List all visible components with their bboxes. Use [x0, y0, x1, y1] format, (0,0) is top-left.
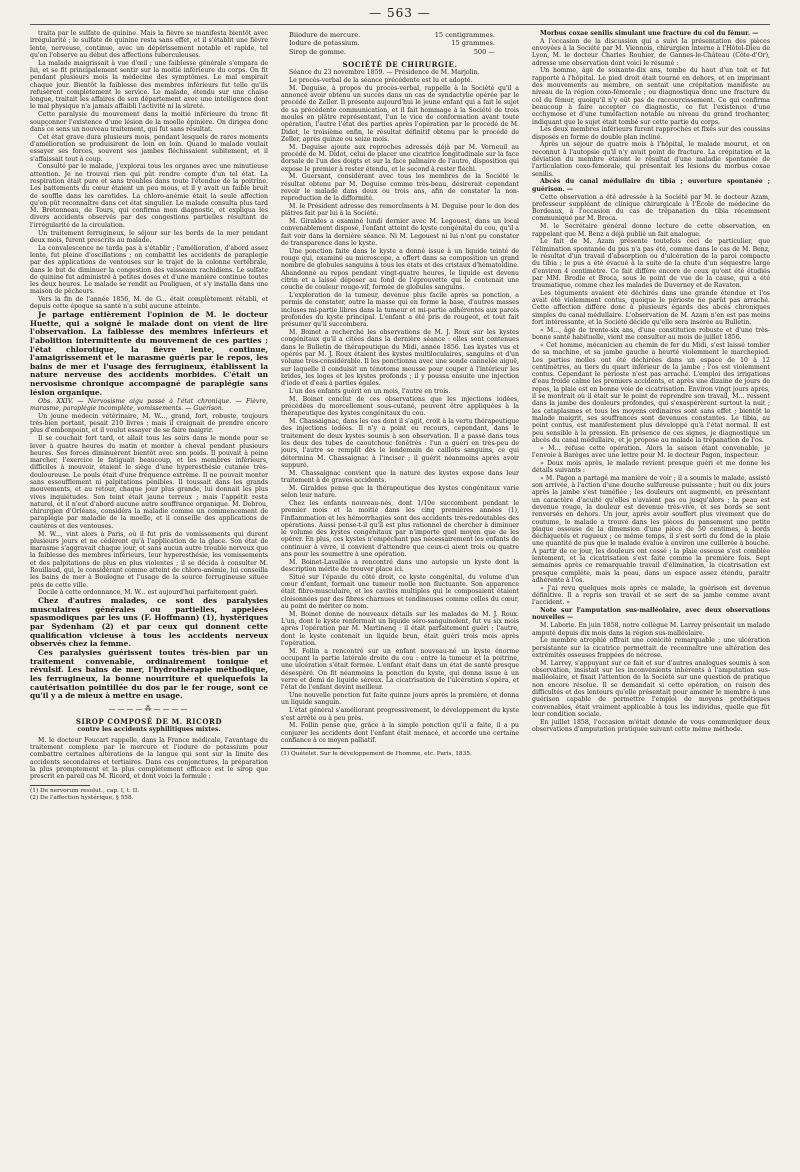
paragraph: » M. Pagon a partagé ma manière de voir ; il a soumis le malade, assisté son arrivée, à l'action d'une douche sulfureuse puissante ; huit ou dix jours après la jambe s'est tuméfiée ; les douleurs ont augmenté, en présentant un caractère d'acuité qu'elles n'avaient pas eu jusqu'alors ; la peau est devenue rouge, la douleur est devenue très-vive, et ses bords se sont renversés en dehors. Un jour, après avoir souffert plus vivement que de coutume, le malade a trouvé dans les pièces du pansement une petite plaque osseuse de la dimension d'une pièce de 50 centimes, à bords déchiquetés et rugueux ; ce même temps, il s'est sorti du fond de la plaie une quantité de pus que le malade évalue à environ une cuillerée à bouche. A partir de ce jour, les douleurs ont cessé ; la plaie osseuse s'est comblée lentement, et la cicatrisation s'est faite comme la première fois. Sept semaines après ce remarquable travail d'élimination, la cicatrisation est presque complète, mais la peau, dans un espace assez étendu, paraitr adhérente à l'os. — [532, 474, 770, 584]
paragraph: Vers la fin de l'année 1856, M. de G... était complètement rétabli, et depuis cette époque sa santé n'a subi aucune atteinte. — [30, 296, 268, 311]
paragraph: A l'occasion de la discussion qui a suivi la présentation des pièces envoyées à la Société par M. Viennois, chirurgien interne à l'Hôtel-Dieu de Lyon, M. le docteur Charles Rouhier, de Gannes-le-Château (Côte-d'Or), adresse une observation dont voici le résumé : — [532, 37, 770, 67]
paragraph: M. le docteur Foucart rappelle, dans la France médicale, l'avantage du traitement complexe par le mercure et l'iodure de potassium pour combattre certaines altérations de la langue qui sont sur la limite des accidents secondaires et tertiaires. Dans ces conjonctures, la préparation la plus promptement et la plus complètement efficace est le sirop que prescrit en pareil cas M. Ricord, et dont voici la formule : — [30, 736, 268, 781]
lead-paragraph: Ces paralysies guérissent toutes très-bien par un traitement convenable, ordinairement tonique et révulsif. Les bains de mer, l'hydrothérapie méthodique, les ferrugineux, la bonne nourriture et quelquefois la cautérisation pointillée du dos par le fer rouge, sont ce qu'il y a de mieux à mettre en usage. — [30, 648, 268, 701]
paragraph: M. Boinet conclut de ces observations que les injections iodées, précédées du morcellement sous-cutané, peuvent être appliquées à la thérapeutique des kystes congénitaux du cou. — [281, 395, 519, 418]
header-rule — [30, 24, 770, 25]
column-1 — [30, 30, 268, 1166]
paragraph: Un traitement ferrugineux, le séjour sur les bords de la mer pendant deux mois, furent prescrits au malade. — [30, 229, 268, 244]
paragraph: Consulté par le malade, j'explorai tous les organes avec une minutieuse attention. Je ne trouvai rien qui pût rendre compte d'un tel état. La respiration était pure et sans troubles dans toute l'étendue de la poitrine. Les battements du cœur étaient un peu mous, et il y avait un faible bruit de souffle dans les carotides. La chloro-anémie était la seule affection qu'on pût reconnaître dans cet état singulier. Le malade consulta plus tard M. Bretonneau, de Tours, qui confirma mon diagnostic, et expliqua les divers accidents observés par des congestions partielles résultant de l'irrégularité de la circulation. — [30, 163, 268, 229]
paragraph: Cet état grave dura plusieurs mois, pendant lesquels de rares moments d'amélioration se produisirent de loin en loin. Quand le malade voulait essayer ses forces, souvent ses jambes fléchissaient subitement, et il s'affaissait tout à coup. — [30, 133, 268, 163]
paragraph: M. W..., vint alors à Paris, où il fut pris de vomissements qui durent plusieurs jours et ne cédèrent qu'à l'application de la glace. Son état de marasme s'aggravait chaque jour, et sans aucun autre trouble nerveux que la faiblesse des membres inférieurs, leur hyperesthésie, les vomissements et des palpitations de plus en plus violentes ; il se décida à consulter M. Rouillaud, qui, le considérant comme atteint de chloro-anémie, lui conseilla les bains de mer à Boulogne et l'usage de la source ferrugineuse située près de cette ville. — [30, 530, 268, 589]
observation-title: Obs. XXIV. — Nervosisme aigu passé à l'état chronique. — Fièvre, marasme, paraplégie incomplète, vomissements. — Guérison. — [30, 397, 268, 413]
column-2 — [281, 30, 519, 1166]
section-heading: SIROP COMPOSÉ DE M. RICORD — [75, 717, 223, 727]
paragraph: Le membre atrophié offrait une conicité remarquable ; une ulcération persistante sur la cicatrice permettait de reconnaître une altération des extrémités osseuses frappées de nécrose. — [532, 637, 770, 659]
paragraph: » J'ai revu quelques mois après ce malade, la guérison est devenue définitive. Il a repris son travail et se sert de sa jambe comme avant l'accident. » — [532, 584, 770, 607]
paragraph: M. Deguise ajoute aux reproches adressés déjà par M. Verneuil au procédé de M. Didot, celui de placer une cicatrice longitudinale sur la face dorsale de l'un des doigts et sur la face palmaire de l'autre, disposition qui expose le premier à rester étendu, et le second à rester fléchi. — [281, 143, 519, 173]
paragraph: Les téguments avaient été déchirés dans une grande étendue et l'os avait été violemment contus, quoique le périoste ne parût pas arraché. Cette affection diffère donc à plusieurs égards des abcès chroniques simples du canal médullaire. L'observation de M. Azam n'en est pas moins fort intéressante, et la Société décide qu'elle sera insérée au Bulletin. — [532, 289, 770, 327]
paragraph: M. Boinet a recherché les observations de M. J. Roux sur les kystes congénitaux qu'il a citées dans la dernière séance : elles sont contenues dans le Bulletin de thérapeutique du Midi, année 1856. Les kystes vus et opérés par M. J. Roux étaient des kystes multiloculaires, sanguins et d'un volume très-considérable. Il les ponctionna avec une sonde cannelée aiguë, sur laquelle il conduisit un ténotome mousse pour couper à l'intérieur les brides, les loges et les kystes profonds ; il y poussa ensuite une injection d'iode et d'eau à parties égales. — [281, 329, 519, 388]
footnote-rule — [30, 785, 90, 786]
paragraph: M. le Secrétaire général donne lecture de cette observation, en rappelant que M. Benz a déjà publié un fait analogue. — [532, 223, 770, 238]
lead-paragraph: Je partage entièrement l'opinion de M. le docteur Huette, qui a soigné le malade dont on vient de lire l'observation. La faiblesse des membres inférieurs et l'abolition intermittente du mouvement de ces parties ; l'état chlorotique, la fièvre lente, continue, l'amaigrissement et le marasme guéris par le repos, les bains de mer et l'usage des ferrugineux, établissent la nature nerveuse des accidents morbides. C'était un nervosisme chronique accompagné de paraplégie sans lésion organique. — [30, 310, 268, 397]
paragraph: « Cet homme, mécanicien au chemin de fer du Midi, s'est laissé tomber de sa machine, et sa jambe gauche a heurté violemment le marchepied. Les parties molles ont été déchirées dans un espace de 10 à 12 centimètres, au tiers du quart inférieur de la jambe ; l'os est violemment contus. Cependant le périoste n'est pas arraché. L'emploi des irrigations d'eau froide calme les premiers accidents, et après une dizaine de jours de repos, la plaie est en bonne voie de cicatrisation. Environ vingt jours après, il se montrait où il était sur le point de reprendre son travail, M... ressent dans la jambe des douleurs profondes, qui s'exaspérèrent surtout la nuit ; les cataplasmes et tous les moyens ordinaires sont sans effet ; bientôt le malade maigrit, ses souffrances sont devenues constantes. Le tibia, au point contus, est manifestement plus développé qu'à l'état normal. Il est peu sensible à la pression. En présence de ces signes, je diagnostique un abcès du canal médullaire, et je propose au malade la trépanation de l'os. — [532, 341, 770, 444]
lead-paragraph: Chez d'autres malades, ce sont des paralysies musculaires générales ou partielles, appelées spasmodiques par les uns (F. Hoffmann) (1), hystériques par Sydenham (2) et par ceux qui donnent cette qualification vicieuse à tous les accidents nerveux observés chez la femme. — [30, 596, 268, 649]
footnote: (1) Quételet. Sur le développement de l'homme, etc. Paris, 1835. — [281, 751, 472, 758]
footnote: (2) De l'affection hystérique, § 558. — [30, 795, 134, 802]
paragraph: M. Giraldes a examiné lundi dernier avec M. Legouest, dans un local convenablement disposé, l'enfant atteint de kyste congénital du cou, qu'il a fait voir dans la dernière séance. Ni M. Legouest ni lui n'ont pu constater de transparence dans le kyste. — [281, 218, 519, 248]
paragraph: La malade maigrissait à vue d'œil ; une faiblesse générale s'empara de lui, et se fit principalement sentir sur la moitié inférieure du corps. On fit pendant plusieurs mois la médecine des symptômes. Le mal empirait chaque jour. Bientôt la faiblesse des membres inférieurs fut telle qu'ils refusèrent complètement le service. Le malade, étendu sur une chaise longue, traitait les affaires de son département avec une intelligence dont le mal physique n'a jamais affaibli l'activité ni la sûreté. — [30, 59, 268, 111]
paragraph: Cette observation a été adressée à la Société par M. le docteur Azam, professeur suppléant de clinique chirurgicale à l'École de médecine de Bordeaux, à l'occasion du cas de trépanation du tibia récemment communiqué par M. Broca. — [532, 193, 770, 223]
subsection-heading: Note sur l'amputation sus-malléolaire, avec deux observations nouvelles — — [532, 607, 770, 622]
footnote: (1) De nervorum resolut., cap. I, t. II. — [30, 787, 140, 794]
paragraph: M. Chassaignac, dans les cas dont il s'agit, croit à la vertu thérapeutique des injections iodées. Il n'y a point eu recours, cependant, dans le traitement de deux kystes soumis à son observation. Il a passé dans tous les deux des tubes de caoutchouc fenêtrés : l'un a guéri en très-peu de jours, l'autre se remplit dès le lendemain de caillots sanguins, ce qui détermina M. Chassaignac à l'inciser ; il guérit néanmoins après avoir suppuré. — [281, 418, 519, 469]
footnote-rule — [281, 748, 341, 749]
paragraph: En juillet 1858, l'occasion m'était donnée de vous communiquer deux observations d'amputation pratiquée suivant cette même méthode. — [532, 718, 770, 733]
section-ornament: ————⁂———— — [108, 704, 190, 713]
recipe-row: Sirop de gomme. 500 — — [289, 47, 495, 56]
paragraph: Cette paralysie du mouvement dans la moitié inférieure du tronc fit soupçonner l'existence d'une lésion de la moelle épinière. On dirigea donc dans ce sens un nouveau traitement, qui fut sans résultat. — [30, 111, 268, 133]
paragraph: M. Follin pense que, grâce à la simple ponction qu'il a faite, il a pu conjurer les accidents dont l'enfant était menacé, et accorde une certaine confiance à ce moyen palliatif. — [281, 722, 519, 744]
section-heading: SOCIÉTÉ DE CHIRURGIE. — [342, 59, 458, 69]
section-subheading: contre les accidents syphilitiques mixtes. — [77, 726, 221, 734]
paragraph: M. Follin a rencontré sur un enfant nouveau-né un kyste énorme occupant la partie latérale droite du cou : entre la tumeur et la poitrine, une ulcération s'était formée. L'enfant était dans un état de santé presque désespéré. On fit néanmoins la ponction du kyste, qui donna issue à un verre et demi de liquide séreux. La cicatrisation de l'ulcération s'opéra, et l'état de l'enfant devint meilleur. — [281, 647, 519, 692]
subsection-heading: Morbus coxae senilis simulant une fracture du col du fémur. — — [540, 30, 759, 37]
recipe-row: Iodure de potassium. 15 grammes. — [289, 39, 495, 48]
paragraph: Situé sur l'épaule du côté droit, ce kyste congénital, du volume d'un cœur d'enfant, formait une tumeur molle non fluctuante. Son apparence était fibro-musculaire, et les cavités multiples qui le composaient étaient cloisonnées par des fibres charnues et tendineuses comme celles du cœur, au point de mériter ce nom. — [281, 573, 519, 611]
paragraph: M. Boinet-Lavallée a rencontré dans une autopsie un kyste dont la description mérite de trouver place ici. — [281, 558, 519, 574]
paragraph: » M... refuse cette opération. Alors la saison étant convenable, je l'envoie à Barèges avec une lettre pour M. le docteur Pagon, inspecteur. — [532, 444, 770, 459]
paragraph: L'état général s'améliorant progressivement, le développement du kyste s'est arrêté ou à peu près. — [281, 707, 519, 722]
recipe-row: Biiodure de mercure. 15 centigrammes. — [289, 31, 495, 39]
paragraph: M. Laborie. En juin 1858, notre collègue M. Larrey présentait un malade amputé depuis dix mois dans la région sus-malléolaire. — [532, 622, 770, 637]
paragraph: Un homme, âgé de soixante-dix ans, tombe du haut d'un toit et fut rapporté à l'hôpital. Le pied droit était tourné en dehors, et en imprimant des mouvements au membre, on sentait une crépitation manifeste au niveau de la région coxo-fémorale ; ou diagnostiqua donc une fracture du col du fémur, quoiqu'il n'y eût pas de raccourcissement. Ce qui confirma beaucoup à faire accepter ce diagnostic, ce fut l'existence d'une ecchymose et d'une tuméfaction notable au niveau du grand trochanter, indiquant que le sujet était tombé sur cette partie du corps. — [532, 67, 770, 126]
paragraph: M. Guersant, considérant avec tous les membres de la Société le résultat obtenu par M. Deguise comme très-beau, désirerait cependant revoir le malade dans deux ou trois ans, afin de constater la non-reproduction de la difformité. — [281, 173, 519, 203]
paragraph: M. Larrey, s'appuyant sur ce fait et sur d'autres analogues soumis à son observation, insistait sur les inconvénients inhérents à l'amputation sus-malléolaire, et fixait l'attention de la Société sur une question de pratique non encore résolue. Il se demandait si cette opération, en raison des difficultés et des lenteurs qu'elle présentait pour amener le membre à une guérison capable de permettre l'emploi de moyens prothétiques convenables, était vraiment applicable à tous les individus, quelle que fût leur condition sociale. — [532, 659, 770, 718]
paragraph: Il se couchait fort tard, et allait tous les soirs dans le monde pour se lever à quatre heures du matin et monter à cheval pendant plusieurs heures. Ses forces diminuèrent bientôt avec son poids. Il pouvait à peine marcher, l'exercice le fatiguait beaucoup, et les membres inférieurs, difficiles à mouvoir, étaient le siège d'une hyperesthésie cutanée très-douloureuse. Le pouls était d'une fréquence extrême. Il ne pouvait monter sans essoufflement ni palpitations pénibles. Il toussait dans les grands mouvements, et au retour, chaque jour plus grande, lui donnait les plus vives inquiétudes. Son teint était jaune terreux ; mais l'appétit resta naturel, et il n'eut d'abord aucune autre souffrance organique. M. Debrou, chirurgien d'Orléans, considéra la maladie comme un commencement de paraplégie par maladie de la moelle, et il conseille des applications de cautères et des ventouses. — [30, 435, 268, 530]
subsection-heading: Abcès du canal médullaire du tibia ; ouverture spontanée ; guérison. — — [532, 178, 770, 193]
recipe-list — [289, 31, 519, 56]
paragraph: L'exploration de la tumeur, devenue plus facile après sa ponction, a permis de constater, outre la masse qui en forme la base, d'autres masses incluses mi-partie libres dans la tumeur et mi-partie adhérentes aux parois profondes du kyste principal. L'enfant a été pris de rougeot, et tout fait présumer qu'il succombera. — [281, 292, 519, 329]
paragraph: M. Deguise, à propos du procès-verbal, rappelle à la Société qu'il a annoncé avoir obtenu un succès dans un cas de syndactylie opérée par le procédé de Zeller. Il présente aujourd'hui le jeune enfant qui a fait le sujet de sa précédente communication, et il fait hommage à la Société de trois moules en plâtre représentant, l'un le vice de conformation avant toute opération, l'autre l'état des parties après l'opération par le procédé de M. Didot, le troisième enfin, le résultat définitif obtenu par le procédé de Zeller, après quinze ou seize mois. — [281, 84, 519, 143]
paragraph: Le fait de M. Azam présente toutefois ceci de particulier, que l'élimination spontanée du pus n'a pas été, comme dans le cas de M. Benz, le résultat d'un travail d'absorption ou d'ulcération de la paroi compacte du tibia ; le pus a été évacué à la suite de la chute d'un séquestre large d'environ 4 centimètre. Ce fait diffère encore de ceux qu'ont été étudiés par MM. Brodie et Broca, sous le point de vue de la cause, qui a été traumatique, comme chez les malades de Duverney et de Ravaton. — [532, 238, 770, 290]
page-number: — 563 — — [369, 6, 431, 20]
paragraph: M. Boinet donne de nouveaux détails sur les malades de M. J. Roux. L'un, dont le kyste renfermait un liquide séro-sanguinolent, fut vu six mois après l'opération par M. Martinenq : il était parfaitement guéri ; l'autre, dont le kyste contenait un liquide brun, était guéri trois mois après l'opération. — [281, 610, 519, 648]
session-line: Séance du 23 novembre 1859. — Présidence de M. Marjolin. — [289, 69, 480, 77]
paragraph: M. Giraldes pense que la thérapeutique des kystes congénitaux varie selon leur nature. — [281, 484, 519, 500]
paragraph: Chez les enfants nouveau-nés, dont 1/10e succombent pendant le premier mois et la moitié dans les cinq premières années (1), l'inflammation et les hémorrhagies sont des accidents très-redoutables des opérations. Aussi pense-t-il qu'il est plus rationnel de chercher à diminuer le volume des kystes congénitaux par n'importe quel moyen que de les opérer. En plus, ces kystes n'empêchant pas nécessairement les enfants de continuer à vivre, il convient d'attendre que ceux-ci aient trois ou quatre ans pour les soumettre à une opération. — [281, 499, 519, 558]
paragraph: Un jeune médecin vétérinaire, M. W..., grand, fort, robuste, toujours très-bien portant, pesait 210 livres ; mais il craignait de prendre encore plus d'embonpoint, et il voulut essayer de se faire maigrir. — [30, 412, 268, 435]
paragraph: L'un des enfants guérit en un mois, l'autre en trois. — [289, 387, 451, 395]
paragraph: traita par le sulfate de quinine. Mais la fièvre se manifesta bientôt avec irrégularité ; le sulfate de quinine resta sans effet, et il s'établit une fièvre lente, nerveuse, continue, avec un dépérissement notable et rapide, tel qu'on l'observe au début des affections tuberculeuses. — [30, 30, 268, 59]
paragraph: La convalescence ne tarda pas à s'établir ; l'amélioration, d'abord assez lente, fut pleine d'oscillations ; on combattit les accidents de paraplegie par des applications de ventouses sur le trajet de la colonne vertébrale, dans le but de diminuer la congestion des vaisseaux rachidiens. Le sulfate de quinine fut administré à petites doses et d'une manière continue toutes les deux heures. Le malade se rendit au Pouliguen, et s'y installa dans une maison de pêcheurs. — [30, 244, 268, 296]
paragraph: Une ponction faite dans le kyste a donné issue à un liquide teinté de rouge qui, examiné au microscope, a offert dans sa composition un grand nombre de globules sanguins à tous les états et des cristaux d'hématoidine. Abandonné au repos pendant vingt-quatre heures, le liquide est devenu citrin et a laissé déposer au fond de l'éprouvette qui le contenait une couche de couleur rouge-vif, formée de globules sanguins. — [281, 247, 519, 292]
paragraph: Le procès-verbal de la séance précédente est lu et adopté. — [289, 76, 473, 84]
paragraph: Une nouvelle ponction fut faite quinze jours après la première, et donna un liquide sanguin. — [281, 692, 519, 707]
paragraph: M. Chassaignac convient que la nature des kystes expose dans leur traitement à de graves accidents. — [281, 469, 519, 485]
paragraph: » Deux mois après, le malade revient presque guéri et me donne les détails suivants : — [532, 459, 770, 475]
paragraph: M. le Président adresse des remercîments à M. Deguise pour le don des plâtres fait par lui à la Société. — [281, 203, 519, 218]
paragraph: « M..., âgé de trente-six ans, d'une constitution robuste et d'une très-bonne santé habituelle, vient me consulter au mois de juillet 1856. — [532, 326, 770, 342]
paragraph: Docile à cette ordonnance, M. W... est aujourd'hui parfaitement guéri. — [38, 589, 258, 597]
paragraph: Les deux membres inférieurs furent rapprochés et fixés sur des coussins disposés en forme de double plan incliné. — [532, 126, 770, 141]
paragraph: Après un séjour de quatre mois à l'hôpital, le malade mourut, et on reconnut à l'autopsie qu'il n'y avait point de fracture. La crépitation et la déviation du membre étaient le résultat d'une maladie spontanée de l'articulation coxo-fémorale, qui présentait les lésions du morbus coxae senilis. — [532, 141, 770, 178]
column-3 — [532, 30, 770, 1166]
